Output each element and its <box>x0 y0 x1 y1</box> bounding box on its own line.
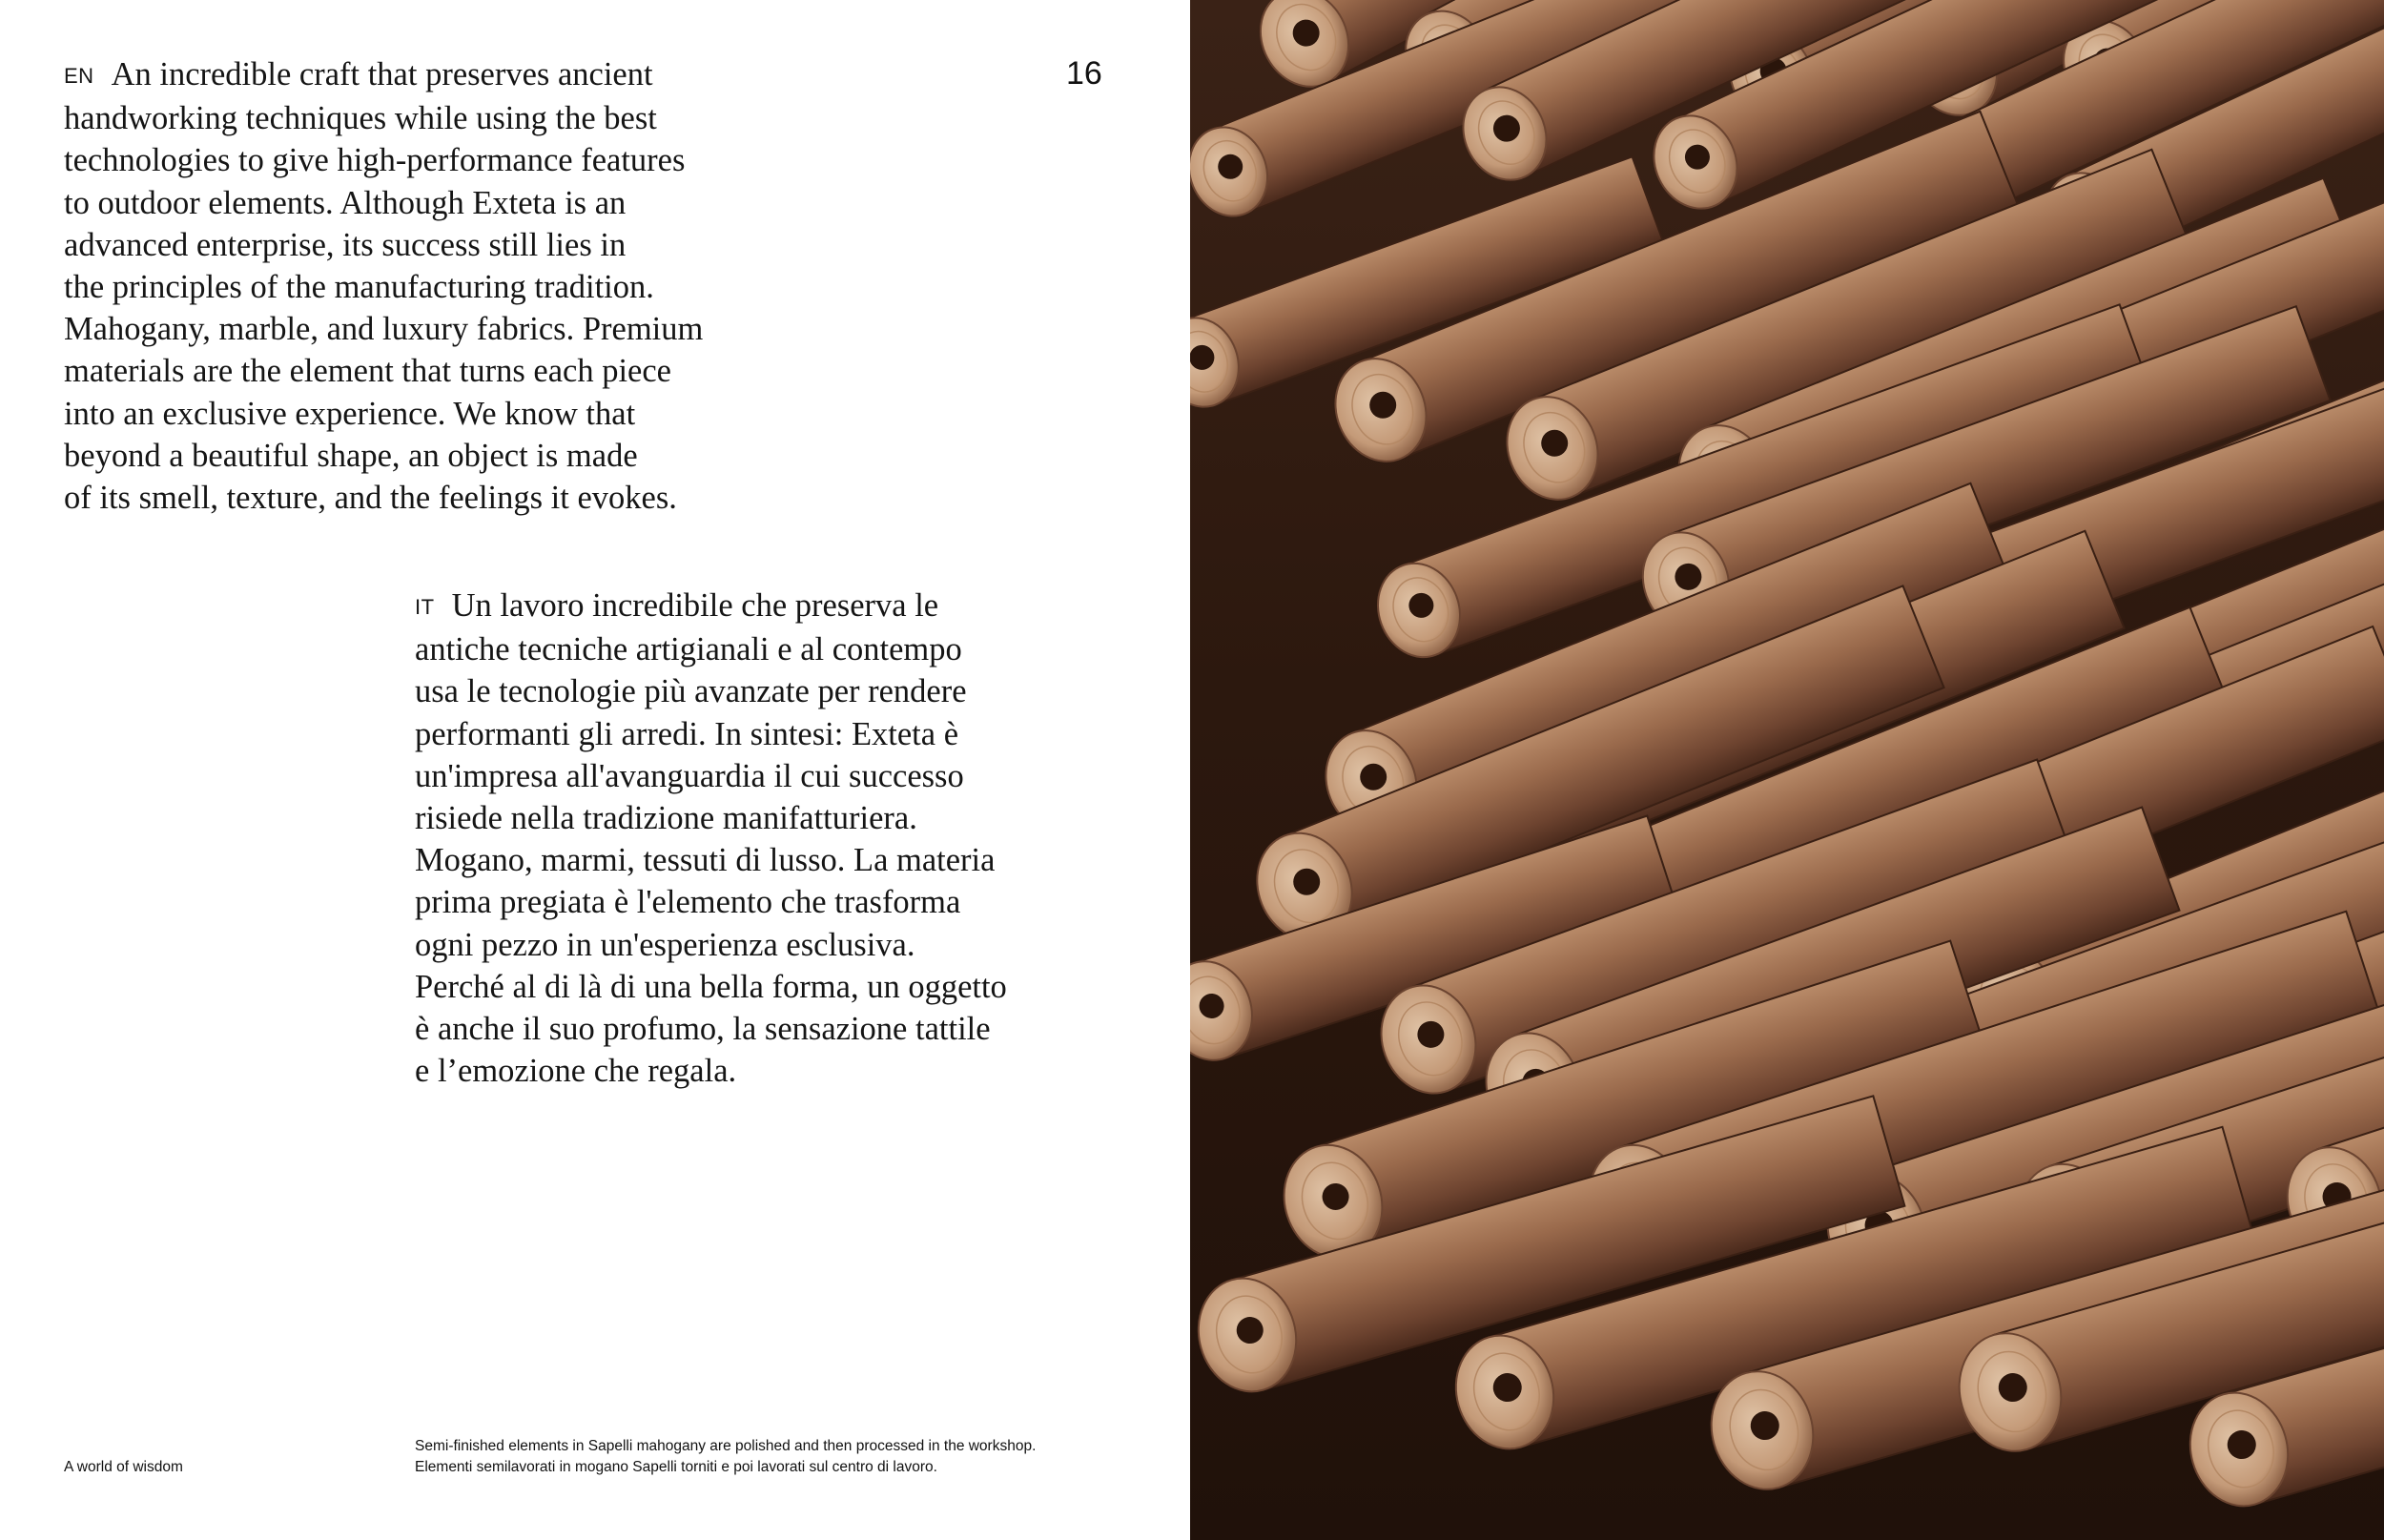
it-line-6: risiede nella tradizione manifatturiera. <box>415 800 917 837</box>
photo-caption <box>415 1436 1036 1478</box>
it-line-4: performanti gli arredi. In sintesi: Exteta è <box>415 715 959 752</box>
it-line-8: prima pregiata è l'elemento che trasforma <box>415 884 961 921</box>
running-title: A world of wisdom <box>64 1459 183 1475</box>
it-line-1: IT Un lavoro incredibile che preserva le <box>415 587 939 624</box>
photo-caption-it: Elementi semilavorati in mogano Sapelli torniti e poi lavorati sul centro di lavoro. <box>415 1459 937 1475</box>
english-text-block <box>64 53 703 519</box>
it-line-12: e l’emozione che regala. <box>415 1053 737 1090</box>
it-line-11: è anche il suo profumo, la sensazione tattile <box>415 1011 991 1048</box>
it-line-2: antiche tecniche artigianali e al contempo <box>415 631 962 668</box>
it-line-7: Mogano, marmi, tessuti di lusso. La materia <box>415 842 996 879</box>
it-language-tag: IT <box>415 595 435 619</box>
it-line-3: usa le tecnologie più avanzate per rendere <box>415 673 967 710</box>
en-line-5: advanced enterprise, its success still lies in <box>64 226 627 263</box>
mahogany-rods-photo <box>1190 0 2384 1540</box>
page-number: 16 <box>1066 55 1102 92</box>
en-line-2: handworking techniques while using the best <box>64 100 657 137</box>
en-line-6: the principles of the manufacturing tradition. <box>64 269 654 306</box>
it-line-9: ogni pezzo in un'esperienza esclusiva. <box>415 926 915 963</box>
en-line-10: beyond a beautiful shape, an object is made <box>64 437 638 474</box>
italian-text-block <box>415 585 1007 1092</box>
en-line-4: to outdoor elements. Although Exteta is an <box>64 184 627 221</box>
en-line-11: of its smell, texture, and the feelings it evokes. <box>64 480 677 517</box>
en-language-tag: EN <box>64 64 94 88</box>
it-line-10: Perché al di là di una bella forma, un oggetto <box>415 968 1007 1005</box>
en-line-7: Mahogany, marble, and luxury fabrics. Premium <box>64 311 704 348</box>
photo-caption-en: Semi-finished elements in Sapelli mahogany are polished and then processed in the workshop. <box>415 1438 1037 1454</box>
en-line-1: EN An incredible craft that preserves ancient <box>64 56 653 92</box>
left-page <box>0 0 1190 1540</box>
en-line-3: technologies to give high-performance features <box>64 142 686 179</box>
en-line-8: materials are the element that turns each piece <box>64 353 671 390</box>
it-line-5: un'impresa all'avanguardia il cui successo <box>415 757 964 794</box>
rods-illustration <box>1190 0 2384 1540</box>
en-line-9: into an exclusive experience. We know that <box>64 395 636 432</box>
